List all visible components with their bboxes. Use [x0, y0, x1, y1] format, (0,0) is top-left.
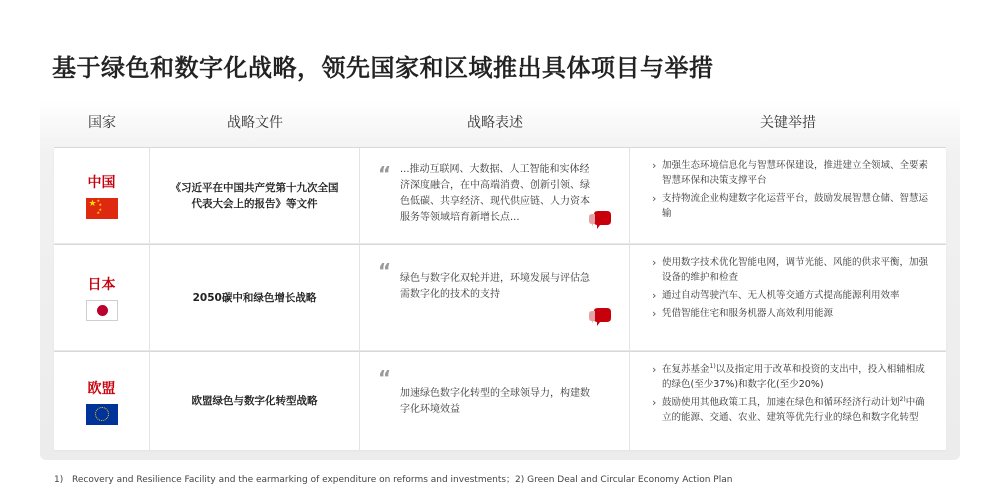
measure-item: › 通过自动驾驶汽车、无人机等交通方式提高能源利用效率 — [652, 288, 934, 303]
quote-icon: “ — [378, 366, 392, 390]
footnote-number: 1) — [54, 475, 64, 485]
header-strategy-document: 战略文件 — [227, 115, 283, 131]
document-cell — [150, 245, 360, 350]
quote-icon: “ — [378, 259, 392, 283]
header-strategy-statement: 战略表述 — [467, 115, 523, 131]
page-title: 基于绿色和数字化战略，领先国家和区域推出具体项目与举措 — [52, 54, 714, 82]
strategy-document: 《习近平在中国共产党第十九次全国代表大会上的报告》等文件 — [170, 181, 339, 210]
document-cell — [150, 352, 360, 450]
table-row-eu — [54, 351, 946, 450]
measures-cell — [630, 245, 946, 350]
measure-item: › 鼓励使用其他政策工具，加速在绿色和循环经济行动计划$^{2)}$中确立的能源、交通、农业、建筑等优先行业的绿色和数字化转型 — [652, 395, 934, 425]
statement-cell — [360, 245, 630, 350]
country-name: 中国 — [87, 175, 116, 191]
strategy-statement: ...推动互联网、大数据、人工智能和实体经济深度融合，在中高端消费、创新引领、绿色低碳、共享经济、现代供应链、人力资本服务等领域培育新增长点... — [400, 164, 590, 223]
measure-item: › 加强生态环境信息化与智慧环保建设，推进建立全领域、全要素智慧环保和决策支撑平台 — [652, 158, 934, 188]
china-flag-icon: ★ ★ ★ ★ ★ — [86, 198, 118, 219]
country-name: 欧盟 — [87, 380, 116, 397]
footnote — [54, 472, 732, 485]
strategy-statement: 加速绿色数字化转型的全球领导力，构建数字化环境效益 — [400, 388, 590, 415]
quote-icon: “ — [378, 162, 392, 186]
footnote-text: Recovery and Resilience Facility and the earmarking of expenditure on reforms and investments；2) Green Deal and Circular Economy Action Plan — [72, 475, 733, 485]
statement-cell — [360, 352, 630, 450]
header-key-measures: 关键举措 — [760, 115, 816, 131]
country-cell — [54, 245, 150, 350]
table-row-japan — [54, 244, 946, 350]
speech-bubble-icon — [589, 308, 611, 326]
measures-cell — [630, 148, 946, 243]
japan-flag-icon — [86, 300, 118, 321]
country-cell — [54, 352, 150, 450]
header-country: 国家 — [88, 115, 116, 131]
measure-item: › 凭借智能住宅和服务机器人高效利用能源 — [652, 306, 934, 321]
measure-item: › 在复苏基金$^{1)}$以及指定用于改革和投资的支出中，投入相辅相成的绿色(至少37%)和数字化(至少20%) — [652, 362, 934, 392]
country-cell — [54, 148, 150, 243]
eu-flag-icon — [86, 404, 118, 425]
country-name: 日本 — [87, 277, 116, 293]
measures-cell — [630, 352, 946, 450]
measure-item: › 支持物流企业构建数字化运营平台，鼓励发展智慧仓储、智慧运输 — [652, 191, 934, 221]
measure-item: › 使用数字技术优化智能电网，调节光能、风能的供求平衡，加强设备的维护和检查 — [652, 255, 934, 285]
strategy-document: 欧盟绿色与数字化转型战略 — [191, 395, 318, 407]
table-row-china — [54, 147, 946, 243]
speech-bubble-icon — [589, 211, 611, 229]
statement-cell — [360, 148, 630, 243]
document-cell — [150, 148, 360, 243]
strategy-document: 2050碳中和绿色增长战略 — [192, 291, 317, 304]
strategy-statement: 绿色与数字化双轮并进，环境发展与评估急需数字化的技术的支持 — [400, 273, 590, 300]
